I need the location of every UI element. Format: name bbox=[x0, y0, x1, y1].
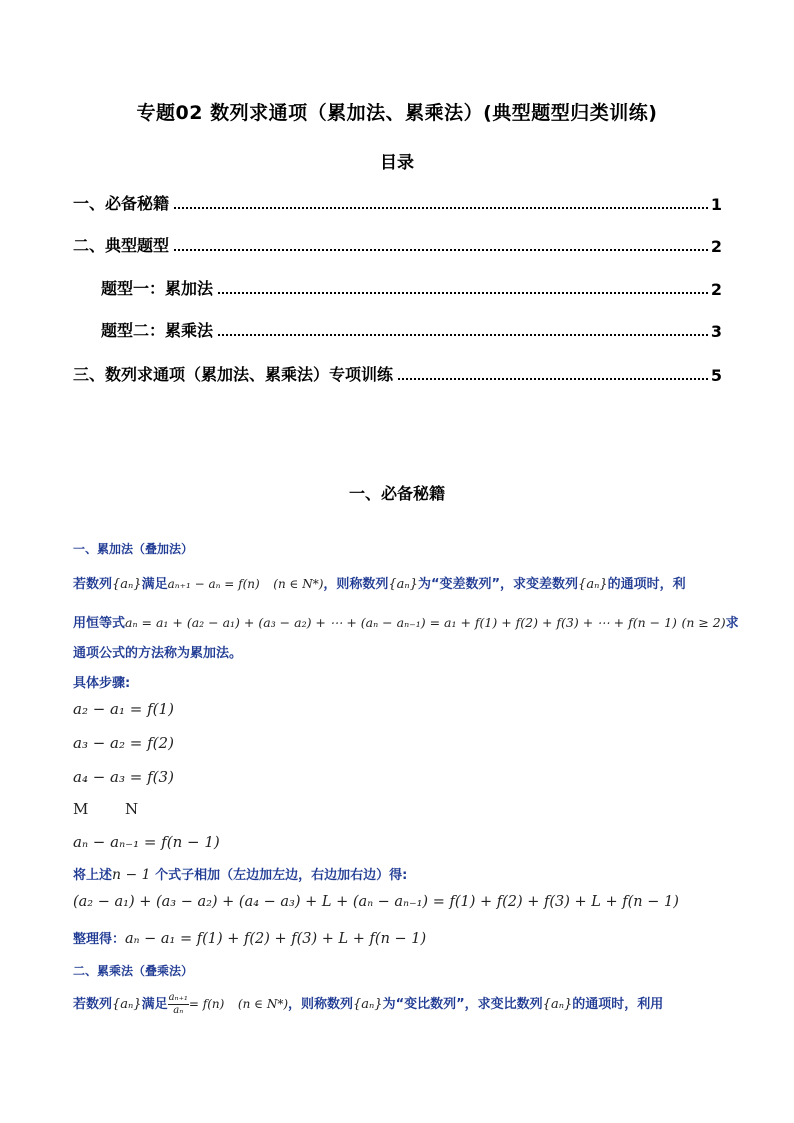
toc-entry[interactable] bbox=[73, 359, 722, 385]
fraction-numerator: aₙ₊₁ bbox=[168, 992, 188, 1003]
toc-leader-dots bbox=[174, 207, 708, 209]
step-equation-n: aₙ − aₙ₋₁ = f(n − 1) bbox=[73, 833, 220, 851]
math-ratio-fraction bbox=[168, 992, 189, 1017]
text-run: 的通项时，利 bbox=[607, 577, 686, 592]
toc-entry-label: 题型一：累加法 bbox=[101, 279, 214, 298]
math-seq: {aₙ} bbox=[388, 577, 418, 592]
math-seq: {aₙ} bbox=[542, 997, 573, 1012]
text-run: 满足 bbox=[141, 997, 168, 1012]
toc-entry-page: 2 bbox=[710, 237, 722, 256]
text-run: 若数列 bbox=[73, 577, 113, 592]
text-run: 的通项时，利用 bbox=[572, 997, 664, 1012]
step-equation: a₄ − a₃ = f(3) bbox=[73, 768, 174, 786]
toc-entry-label: 题型二：累乘法 bbox=[101, 321, 214, 340]
simplified-equation: aₙ − a₁ = f(1) + f(2) + f(3) + L + f(n − 1) bbox=[125, 931, 427, 947]
section-heading: 一、必备秘籍 bbox=[348, 484, 445, 503]
math-ratio-rhs: = f(n) bbox=[188, 997, 225, 1011]
toc-entry-label: 三、数列求通项（累加法、累乘法）专项训练 bbox=[73, 365, 394, 384]
math-seq: {aₙ} bbox=[112, 997, 142, 1012]
toc-leader-dots bbox=[218, 334, 708, 336]
paragraph-line: 通项公式的方法称为累加法。 bbox=[73, 646, 243, 661]
text-run: 整理得： bbox=[73, 932, 126, 947]
toc-entry[interactable] bbox=[73, 188, 722, 214]
text-run: 若数列 bbox=[73, 997, 113, 1012]
toc-heading: 目录 bbox=[380, 153, 414, 173]
toc-entry[interactable] bbox=[101, 315, 722, 341]
toc-entry[interactable] bbox=[73, 230, 722, 256]
subsection-title-accumulate: 一、累加法（叠加法） bbox=[73, 542, 194, 556]
math-condition: (n ∈ N*) bbox=[273, 577, 324, 591]
paragraph-line bbox=[73, 928, 426, 947]
toc-entry-label: 二、典型题型 bbox=[73, 236, 170, 255]
subsection-title-multiply: 二、累乘法（叠乘法） bbox=[73, 964, 194, 978]
toc-entry[interactable] bbox=[101, 273, 722, 299]
text-run: 求 bbox=[725, 616, 739, 631]
vdots-right: N bbox=[125, 800, 139, 818]
document-title: 专题02 数列求通项（累加法、累乘法）(典型题型归类训练) bbox=[136, 102, 658, 124]
sum-equation: (a₂ − a₁) + (a₃ − a₂) + (a₄ − a₃) + L + (aₙ − aₙ₋₁) = f(1) + f(2) + f(3) + L + f(n − 1) bbox=[73, 894, 679, 910]
toc-leader-dots bbox=[398, 378, 708, 380]
fraction-denominator: aₙ bbox=[173, 1005, 184, 1016]
step-equation: a₂ − a₁ = f(1) bbox=[73, 700, 174, 718]
paragraph-line bbox=[73, 992, 663, 1017]
text-run: 将上述 bbox=[73, 868, 113, 883]
text-run: 为“变差数列”，求变差数列 bbox=[417, 577, 579, 592]
toc-entry-page: 3 bbox=[710, 322, 722, 341]
text-run: 用恒等式 bbox=[73, 616, 126, 631]
text-run: ，则称数列 bbox=[288, 997, 354, 1012]
text-run: ，则称数列 bbox=[323, 577, 389, 592]
toc-leader-dots bbox=[174, 249, 708, 251]
toc-entry-page: 2 bbox=[710, 280, 722, 299]
math-recurrence: aₙ₊₁ − aₙ = f(n) bbox=[167, 577, 260, 591]
math-seq: {aₙ} bbox=[353, 997, 383, 1012]
toc-entry-page: 1 bbox=[710, 195, 722, 214]
math-condition: (n ≥ 2) bbox=[681, 615, 726, 630]
math-seq: {aₙ} bbox=[578, 577, 608, 592]
math-inline: n − 1 bbox=[112, 867, 151, 883]
paragraph-line bbox=[73, 612, 739, 631]
paragraph-line bbox=[73, 573, 686, 592]
text-run: 满足 bbox=[141, 577, 168, 592]
paragraph-line bbox=[73, 864, 407, 883]
toc-entry-label: 一、必备秘籍 bbox=[73, 194, 170, 213]
toc-leader-dots bbox=[218, 292, 708, 294]
math-seq: {aₙ} bbox=[112, 577, 142, 592]
vdots-left: M bbox=[73, 800, 89, 818]
text-run: 个式子相加（左边加左边，右边加右边）得: bbox=[155, 868, 408, 883]
toc-entry-page: 5 bbox=[710, 366, 722, 385]
step-equation: a₃ − a₂ = f(2) bbox=[73, 734, 174, 752]
math-identity: aₙ = a₁ + (a₂ − a₁) + (a₃ − a₂) + ⋯ + (aₙ − aₙ₋₁) = a₁ + f(1) + f(2) + f(3) + ⋯ + f(n − 1) bbox=[125, 615, 677, 630]
text-run: 为“变比数列”，求变比数列 bbox=[382, 997, 543, 1012]
steps-label: 具体步骤: bbox=[73, 676, 131, 691]
math-condition: (n ∈ N*) bbox=[237, 997, 288, 1011]
